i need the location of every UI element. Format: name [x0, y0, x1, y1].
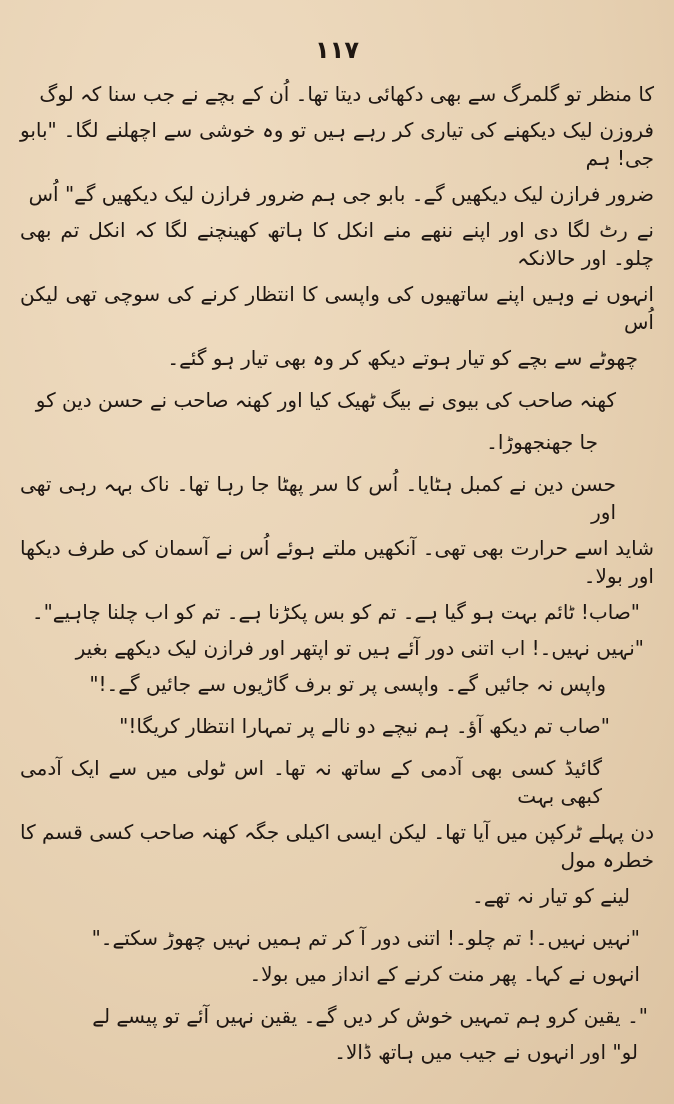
text-line: "نہیں نہیں۔! اب اتنی دور آئے ہیں تو اپتھر اور فرازن لیک دیکھے بغیر [75, 636, 644, 660]
text-line: شاید اسے حرارت بھی تھی۔ آنکھیں ملتے ہوئے اُس نے آسمان کی طرف دیکھا اور بولا۔ [20, 536, 654, 588]
text-line: "۔ یقین کرو ہم تمہیں خوش کر دیں گے۔ یقین نہیں آئے تو پیسے لے [92, 1004, 648, 1028]
text-line: واپس نہ جائیں گے۔ واپسی پر تو برف گاڑیوں سے جائیں گے۔!" [89, 672, 606, 696]
text-line: لو" اور انہوں نے جیب میں ہاتھ ڈالا۔ [334, 1040, 638, 1064]
text-line: "صاب! ٹائم بہت ہو گیا ہے۔ تم کو بس پکڑنا ہے۔ تم کو اب چلنا چاہیے"۔ [31, 600, 640, 624]
text-line: جا جھنجھوڑا۔ [486, 430, 598, 454]
text-line: انہوں نے کہا۔ پھر منت کرنے کے انداز میں بولا۔ [249, 962, 640, 986]
text-line: حسن دین نے کمبل ہٹایا۔ اُس کا سر پھٹا جا رہا تھا۔ ناک بہہ رہی تھی اور [20, 472, 616, 524]
text-line: چھوٹے سے بچے کو تیار ہوتے دیکھ کر وہ بھی تیار ہو گئے۔ [167, 346, 638, 370]
text-line: فروزن لیک دیکھنے کی تیاری کر رہے ہیں تو وہ خوشی سے اچھلنے لگا۔ "بابو جی! ہم [20, 118, 654, 170]
text-line: "نہیں نہیں۔! تم چلو۔! اتنی دور آ کر تم ہمیں نہیں چھوڑ سکتے۔" [91, 926, 640, 950]
text-line: کا منظر تو گلمرگ سے بھی دکھائی دیتا تھا۔ اُن کے بچے نے جب سنا کہ لوگ [39, 82, 654, 106]
text-line: گائیڈ کسی بھی آدمی کے ساتھ نہ تھا۔ اس ٹولی میں سے ایک آدمی کبھی بہت [20, 756, 602, 808]
text-line: "صاب تم دیکھ آؤ۔ ہم نیچے دو نالے پر تمہارا انتظار کریگا!" [119, 714, 610, 738]
text-line: انہوں نے وہیں اپنے ساتھیوں کی واپسی کا انتظار کرنے کی سوچی تھی لیکن اُس [20, 282, 654, 334]
page-number: ۱۱۷ [315, 36, 359, 64]
text-line: لینے کو تیار نہ تھے۔ [471, 884, 630, 908]
text-line: ضرور فرازن لیک دیکھیں گے۔ بابو جی ہم ضرور فرازن لیک دیکھیں گے" اُس [28, 182, 654, 206]
text-line: دن پہلے ٹرکپن میں آیا تھا۔ لیکن ایسی اکیلی جگہ کھنہ صاحب کسی قسم کا خطرہ مول [20, 820, 654, 872]
text-line: کھنہ صاحب کی بیوی نے بیگ ٹھیک کیا اور کھنہ صاحب نے حسن دین کو [35, 388, 616, 412]
text-line: نے رٹ لگا دی اور اپنے ننھے منے انکل کا ہاتھ کھینچنے لگا کہ انکل تم بھی چلو۔ اور حالانکہ [20, 218, 654, 270]
